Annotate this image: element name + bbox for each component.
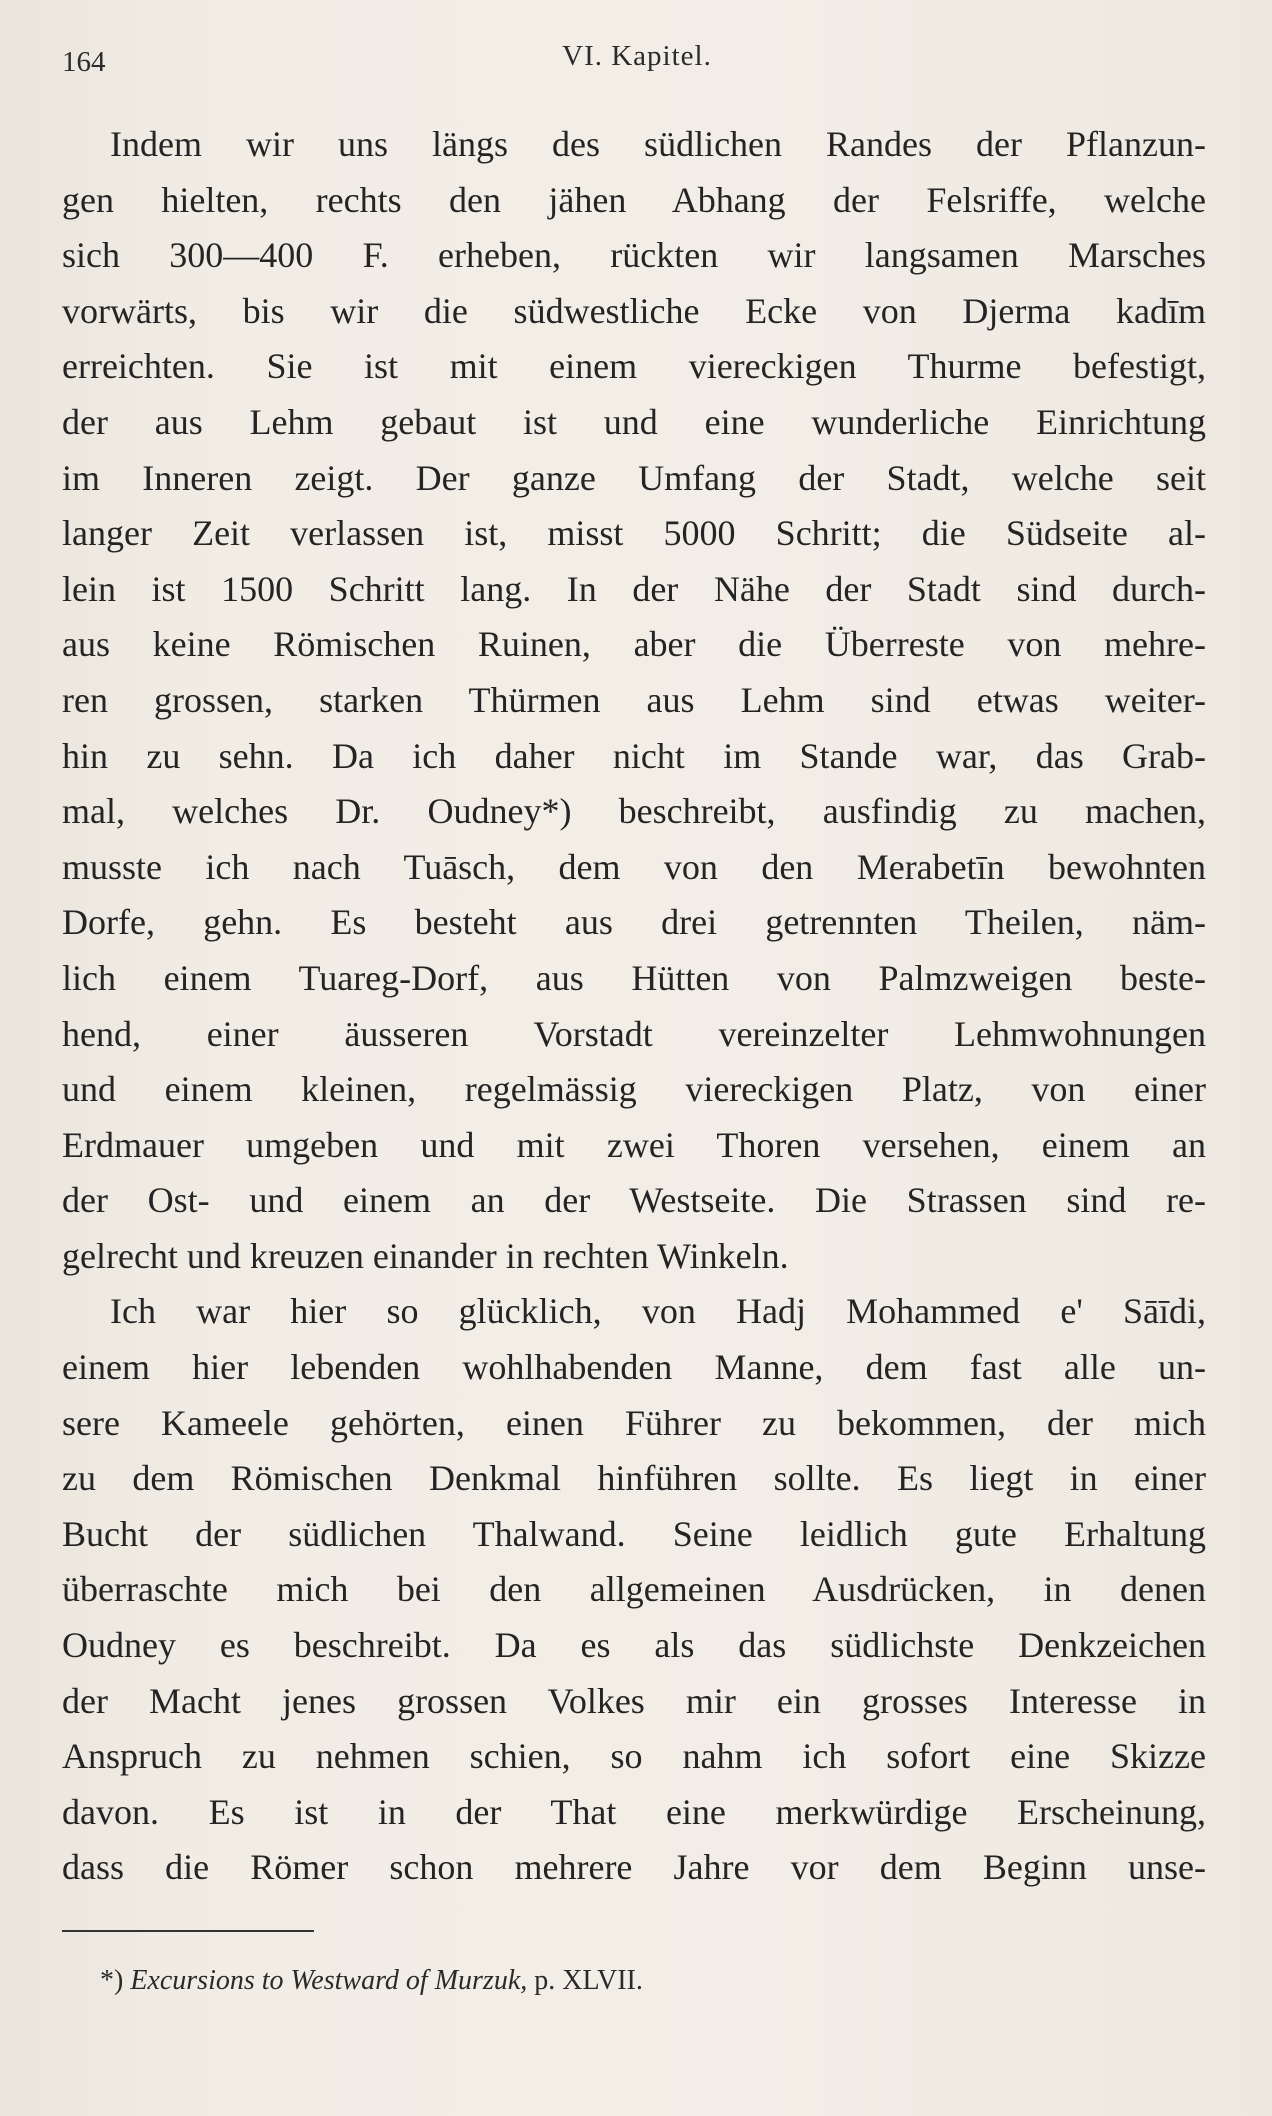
chapter-title: VI. Kapitel.: [562, 40, 712, 72]
footnote-divider: [62, 1930, 314, 1932]
text-line: im Inneren zeigt. Der ganze Umfang der Stadt, welche seit: [62, 457, 1206, 498]
text-line: Erdmauer umgeben und mit zwei Thoren versehen, einem an: [62, 1124, 1206, 1165]
text-line: gelrecht und kreuzen einander in rechten Winkeln.: [62, 1235, 789, 1276]
text-line: der aus Lehm gebaut ist und eine wunderliche Einrichtung: [62, 401, 1206, 442]
text-line: lich einem Tuareg-Dorf, aus Hütten von Palmzweigen beste-: [62, 957, 1206, 998]
text-line: zu dem Römischen Denkmal hinführen sollte. Es liegt in einer: [62, 1458, 1206, 1499]
text-line: und einem kleinen, regelmässig viereckigen Platz, von einer: [62, 1069, 1206, 1110]
text-line: hin zu sehn. Da ich daher nicht im Stande war, das Grab-: [62, 735, 1206, 776]
text-line: einem hier lebenden wohlhabenden Manne, dem fast alle un-: [62, 1347, 1206, 1388]
text-line: erreichten. Sie ist mit einem viereckigen Thurme befestigt,: [62, 346, 1206, 387]
text-line: gen hielten, rechts den jähen Abhang der Felsriffe, welche: [62, 179, 1206, 220]
text-line: Ich war hier so glücklich, von Hadj Mohammed e' Sāīdi,: [110, 1291, 1206, 1332]
text-line: sich 300—400 F. erheben, rückten wir langsamen Marsches: [62, 235, 1206, 276]
text-line: mal, welches Dr. Oudney*) beschreibt, ausfindig zu machen,: [62, 791, 1206, 832]
footnote-reference-title: Excursions to Westward of Murzuk,: [130, 1965, 528, 1996]
text-line: Bucht der südlichen Thalwand. Seine leidlich gute Erhaltung: [62, 1513, 1206, 1554]
text-line: aus keine Römischen Ruinen, aber die Überreste von mehre-: [62, 624, 1206, 665]
text-line: überraschte mich bei den allgemeinen Ausdrücken, in denen: [62, 1569, 1206, 1610]
text-line: musste ich nach Tuāsch, dem von den Merabetīn bewohnten: [62, 846, 1206, 887]
text-line: ren grossen, starken Thürmen aus Lehm sind etwas weiter-: [62, 679, 1206, 720]
text-line: der Macht jenes grossen Volkes mir ein grosses Interesse in: [62, 1680, 1206, 1721]
text-line: dass die Römer schon mehrere Jahre vor dem Beginn unse-: [62, 1847, 1206, 1888]
footnote-page-reference: p. XLVII.: [534, 1965, 643, 1996]
text-line: langer Zeit verlassen ist, misst 5000 Schritt; die Südseite al-: [62, 513, 1206, 554]
text-line: der Ost- und einem an der Westseite. Die Strassen sind re-: [62, 1180, 1206, 1221]
text-line: vorwärts, bis wir die südwestliche Ecke von Djerma kadīm: [62, 290, 1206, 331]
text-line: Indem wir uns längs des südlichen Randes der Pflanzun-: [110, 124, 1206, 164]
footnote-marker: *): [100, 1965, 124, 1996]
running-head: [62, 40, 1212, 80]
footnote: [100, 1965, 643, 1997]
text-line: sere Kameele gehörten, einen Führer zu bekommen, der mich: [62, 1402, 1206, 1443]
text-line: davon. Es ist in der That eine merkwürdige Erscheinung,: [62, 1791, 1206, 1832]
text-line: lein ist 1500 Schritt lang. In der Nähe der Stadt sind durch-: [62, 568, 1206, 609]
text-line: Oudney es beschreibt. Da es als das südlichste Denkzeichen: [62, 1625, 1206, 1666]
text-line: Dorfe, gehn. Es besteht aus drei getrennten Theilen, näm-: [62, 902, 1206, 943]
body-text: [62, 117, 1206, 1896]
page-number: 164: [62, 46, 106, 78]
text-line: hend, einer äusseren Vorstadt vereinzelter Lehmwohnungen: [62, 1013, 1206, 1054]
text-line: Anspruch zu nehmen schien, so nahm ich sofort eine Skizze: [62, 1736, 1206, 1777]
